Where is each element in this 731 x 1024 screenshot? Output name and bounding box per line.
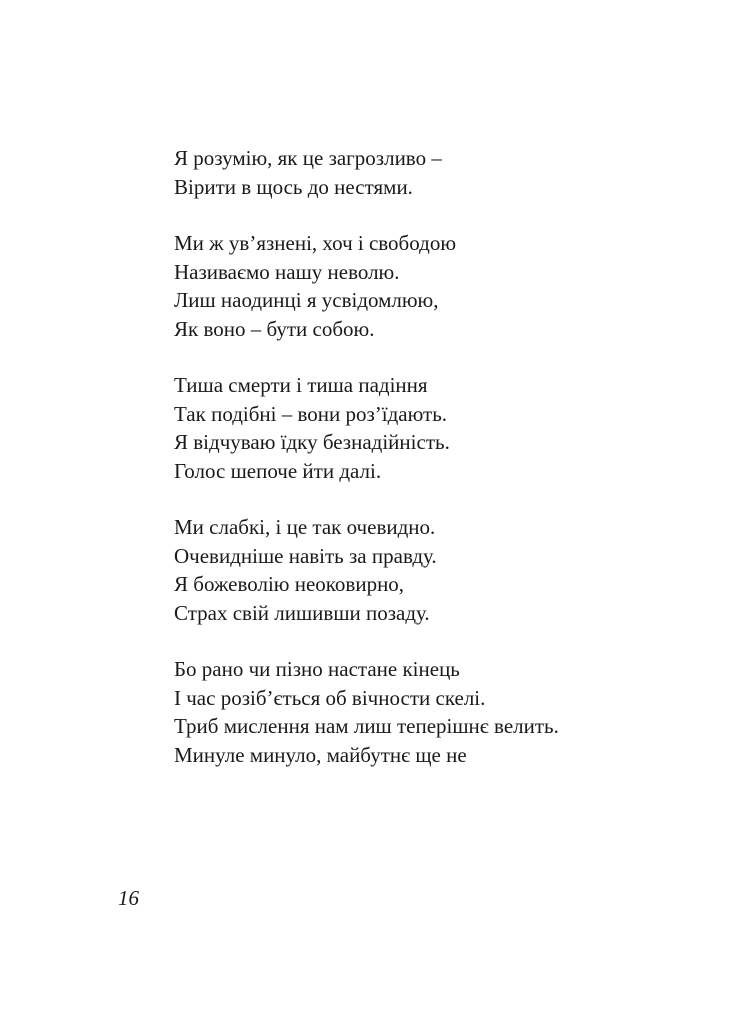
- poem-line: Ми ж ув’язнені, хоч і свободою: [174, 231, 457, 255]
- stanza-2: [174, 229, 694, 343]
- poem-line: Ми слабкі, і це так очевидно.: [174, 515, 436, 539]
- poem-line: Я розумію, як це загрозливо –: [174, 146, 442, 170]
- poem-line: Голос шепоче йти далі.: [174, 458, 382, 483]
- poem-line: Минуле минуло, майбутнє ще не: [174, 742, 467, 767]
- poem-line: Я відчуваю їдку безнадійність.: [174, 430, 450, 454]
- poem-line: Страх свій лишивши позаду.: [174, 600, 430, 625]
- poem-line: Називаємо нашу неволю.: [174, 259, 400, 284]
- stanza-3: [174, 371, 694, 485]
- poem-line: Я божеволію неоковирно,: [174, 572, 405, 596]
- poem-line: Так подібні – вони роз’їдають.: [174, 401, 448, 426]
- page-number: 16: [118, 886, 139, 910]
- poem-line: Вірити в щось до нестями.: [174, 174, 413, 199]
- poem-line: Тиша смерти і тиша падіння: [174, 373, 428, 397]
- poem-line: І час розіб’ється об вічности скелі.: [174, 685, 486, 710]
- stanza-4: [174, 513, 694, 627]
- stanza-1: [174, 144, 694, 201]
- poem-line: Бо рано чи пізно настане кінець: [174, 657, 460, 681]
- poem-line: Лиш наодинці я усвідомлюю,: [174, 288, 439, 312]
- poem-line: Очевидніше навіть за правду.: [174, 543, 437, 568]
- poem-body: [174, 144, 694, 797]
- poem-line: Триб мислення нам лиш теперішнє велить.: [174, 714, 559, 738]
- poem-line: Як воно – бути собою.: [174, 316, 375, 341]
- stanza-5: [174, 655, 694, 769]
